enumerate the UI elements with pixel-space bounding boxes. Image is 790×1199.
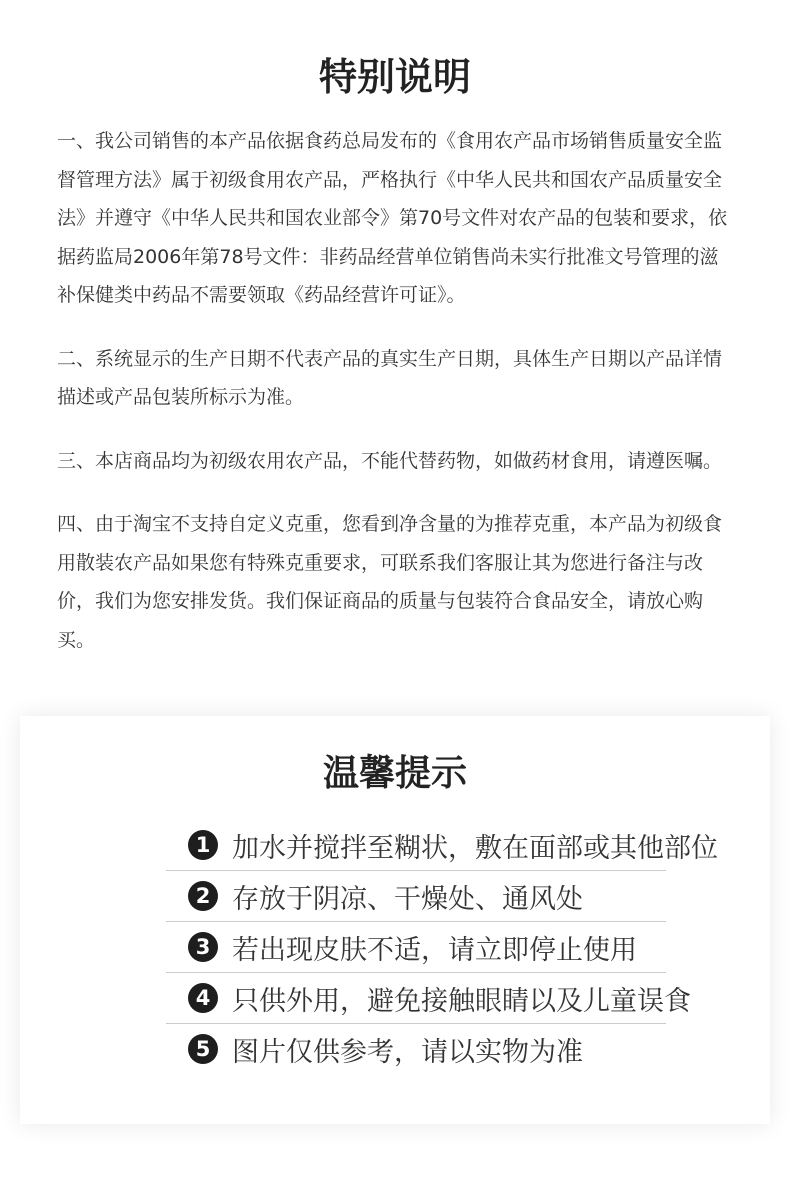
tip-text-1: 加水并搅拌至糊状，敷在面部或其他部位 [232, 832, 718, 864]
note-paragraph-3: 三、本店商品均为初级农用农产品，不能代替药物，如做药材食用，请遵医嘱。 [57, 449, 723, 472]
special-notes-body [57, 122, 737, 684]
tip-item-1 [166, 820, 718, 871]
number-1-icon: 1 [188, 830, 218, 860]
number-5-icon: 5 [188, 1034, 218, 1064]
tip-item-3 [166, 922, 666, 973]
note-paragraph-4: 四、由于淘宝不支持自定义克重，您看到净含量的为推荐克重，本产品为初级食用散装农产品如果您有特殊克重要求，可联系我们客服让其为您进行备注与改价，我们为您安排发货。我们保证商品的质量与包装符合食品安全，请放心购买。 [57, 513, 723, 651]
tip-item-5 [166, 1024, 666, 1074]
tip-item-4 [166, 973, 691, 1024]
note-paragraph-1: 一、我公司销售的本产品依据食药总局发布的《食用农产品市场销售质量安全监督管理方法》属于初级食用农产品，严格执行《中华人民共和国农产品质量安全法》并遵守《中华人民共和国农业部令》第70号文件对农产品的包装和要求，依据药监局2006年第78号文件：非药品经营单位销售尚未实行批准文号管理的滋补保健类中药品不需要领取《药品经营许可证》。 [57, 130, 728, 306]
warm-tips-card [20, 716, 770, 1124]
tip-text-2: 存放于阴凉、干燥处、通风处 [232, 883, 583, 915]
number-2-icon: 2 [188, 881, 218, 911]
warm-tips-title: 温馨提示 [322, 753, 467, 794]
tip-item-2 [166, 871, 666, 922]
note-paragraph-2: 二、系统显示的生产日期不代表产品的真实生产日期，具体生产日期以产品详情描述或产品包装所标示为准。 [57, 347, 723, 408]
tip-text-4: 只供外用，避免接触眼睛以及儿童误食 [232, 985, 691, 1017]
special-notes-title: 特别说明 [318, 55, 471, 99]
number-4-icon: 4 [188, 983, 218, 1013]
warm-tips-list [166, 820, 718, 1074]
tip-text-5: 图片仅供参考，请以实物为准 [232, 1036, 583, 1068]
tip-text-3: 若出现皮肤不适，请立即停止使用 [232, 934, 637, 966]
number-3-icon: 3 [188, 932, 218, 962]
